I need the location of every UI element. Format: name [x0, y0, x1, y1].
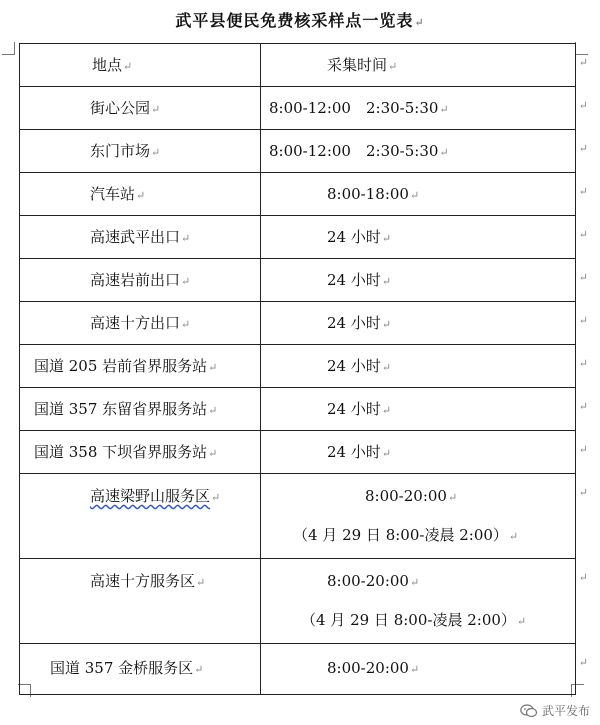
paragraph-mark: ↵ — [208, 404, 218, 417]
paragraph-mark: ↵ — [381, 318, 392, 331]
header-place-label: 地点 — [92, 56, 123, 74]
time-text: 8:00-12:00 2:30-5:30 — [269, 142, 439, 160]
place-text: 国道 205 岩前省界服务站 — [34, 357, 208, 375]
row-end-mark: ↵ — [578, 142, 588, 155]
table-row — [20, 644, 588, 695]
table-row — [20, 345, 588, 388]
paragraph-mark: ↵ — [381, 275, 392, 288]
time-cell — [261, 474, 588, 558]
time-text: 24 小时 — [327, 400, 381, 418]
paragraph-mark: ↵ — [208, 361, 218, 374]
wechat-watermark — [520, 702, 590, 719]
page-corner-mark — [2, 42, 15, 55]
time-text: 8:00-20:00 — [327, 572, 409, 590]
paragraph-mark: ↵ — [151, 103, 161, 116]
paragraph-mark: ↵ — [123, 60, 133, 73]
place-text: 街心公园 — [90, 99, 151, 117]
place-cell — [20, 130, 261, 172]
row-end-mark: ↵ — [578, 443, 588, 456]
place-cell — [20, 388, 261, 430]
row-end-mark: ↵ — [578, 486, 588, 499]
paragraph-mark: ↵ — [414, 16, 425, 29]
time-text: 8:00-18:00 — [327, 185, 409, 203]
time-note-text: （4 月 29 日 8:00-凌晨 2:00） — [293, 526, 508, 544]
time-cell — [261, 559, 588, 643]
table-row — [20, 216, 588, 259]
place-cell — [20, 302, 261, 344]
paragraph-mark: ↵ — [211, 491, 221, 504]
place-cell — [20, 345, 261, 387]
place-text: 东门市场 — [90, 142, 151, 160]
place-text: 高速武平出口 — [90, 228, 181, 246]
place-cell — [20, 431, 261, 473]
table-row — [20, 173, 588, 216]
time-cell — [261, 259, 588, 301]
header-time-label: 采集时间 — [327, 56, 388, 74]
paragraph-mark: ↵ — [194, 663, 204, 676]
table-row — [20, 87, 588, 130]
table-row — [20, 130, 588, 173]
place-cell — [20, 173, 261, 215]
paragraph-mark: ↵ — [151, 146, 161, 159]
paragraph-mark: ↵ — [181, 232, 191, 245]
place-text: 汽车站 — [90, 185, 136, 203]
time-text: 24 小时 — [327, 314, 381, 332]
paragraph-mark: ↵ — [381, 361, 392, 374]
place-text: 国道 357 东留省界服务站 — [34, 400, 208, 418]
watermark-label: 武平发布 — [541, 704, 590, 718]
time-cell — [261, 431, 588, 473]
paragraph-mark: ↵ — [439, 146, 449, 159]
table-row — [20, 302, 588, 345]
row-end-mark: ↵ — [578, 271, 588, 284]
paragraph-mark: ↵ — [516, 615, 527, 628]
place-cell — [20, 216, 261, 258]
row-end-mark: ↵ — [578, 400, 588, 413]
table-row — [20, 559, 588, 644]
time-text: 24 小时 — [327, 271, 381, 289]
time-cell — [261, 216, 588, 258]
header-cell-time — [261, 44, 588, 86]
row-end-mark: ↵ — [578, 357, 588, 370]
header-cell-place — [20, 44, 261, 86]
place-text: 高速梁野山服务区 — [90, 487, 211, 505]
row-end-mark: ↵ — [578, 228, 588, 241]
place-text: 高速十方服务区 — [90, 572, 196, 590]
title-text: 武平县便民免费核采样点一览表 — [175, 11, 414, 30]
row-end-mark: ↵ — [578, 56, 588, 69]
place-text: 国道 358 下坝省界服务站 — [34, 443, 208, 461]
place-cell — [20, 474, 261, 558]
table-row — [20, 474, 588, 559]
paragraph-mark: ↵ — [409, 663, 420, 676]
page-corner-mark — [575, 42, 588, 55]
paragraph-mark: ↵ — [381, 232, 392, 245]
time-cell — [261, 87, 588, 129]
sampling-sites-table — [19, 43, 588, 695]
table-header-row — [20, 44, 588, 87]
paragraph-mark: ↵ — [381, 447, 392, 460]
row-end-mark: ↵ — [578, 185, 588, 198]
time-text: 8:00-20:00 — [365, 487, 447, 505]
paragraph-mark: ↵ — [409, 189, 420, 202]
time-cell — [261, 388, 588, 430]
time-text: 24 小时 — [327, 443, 381, 461]
paragraph-mark: ↵ — [388, 60, 398, 73]
time-cell — [261, 345, 588, 387]
document-title — [0, 8, 600, 31]
paragraph-mark: ↵ — [181, 318, 191, 331]
paragraph-mark: ↵ — [136, 189, 146, 202]
time-text: 8:00-12:00 2:30-5:30 — [269, 99, 439, 117]
place-cell — [20, 259, 261, 301]
table-row — [20, 259, 588, 302]
time-cell — [261, 302, 588, 344]
time-text: 24 小时 — [327, 228, 381, 246]
wechat-icon — [520, 704, 538, 718]
row-end-mark: ↵ — [578, 314, 588, 327]
paragraph-mark: ↵ — [196, 576, 206, 589]
row-end-mark: ↵ — [578, 571, 588, 584]
time-cell — [261, 173, 588, 215]
paragraph-mark: ↵ — [409, 576, 420, 589]
paragraph-mark: ↵ — [181, 275, 191, 288]
place-cell — [20, 559, 261, 643]
place-cell — [20, 644, 261, 694]
row-end-mark: ↵ — [578, 99, 588, 112]
time-note-text: （4 月 29 日 8:00-凌晨 2:00） — [301, 611, 516, 629]
place-text: 高速十方出口 — [90, 314, 181, 332]
time-text: 24 小时 — [327, 357, 381, 375]
paragraph-mark: ↵ — [208, 447, 218, 460]
paragraph-mark: ↵ — [381, 404, 392, 417]
table-row — [20, 388, 588, 431]
paragraph-mark: ↵ — [508, 530, 519, 543]
place-text: 高速岩前出口 — [90, 271, 181, 289]
paragraph-mark: ↵ — [439, 103, 449, 116]
time-cell — [261, 130, 588, 172]
paragraph-mark: ↵ — [447, 491, 458, 504]
time-text: 8:00-20:00 — [327, 659, 409, 677]
time-cell — [261, 644, 588, 694]
place-text: 国道 357 金桥服务区 — [50, 659, 194, 677]
place-cell — [20, 87, 261, 129]
row-end-mark: ↵ — [578, 656, 588, 669]
table-row — [20, 431, 588, 474]
